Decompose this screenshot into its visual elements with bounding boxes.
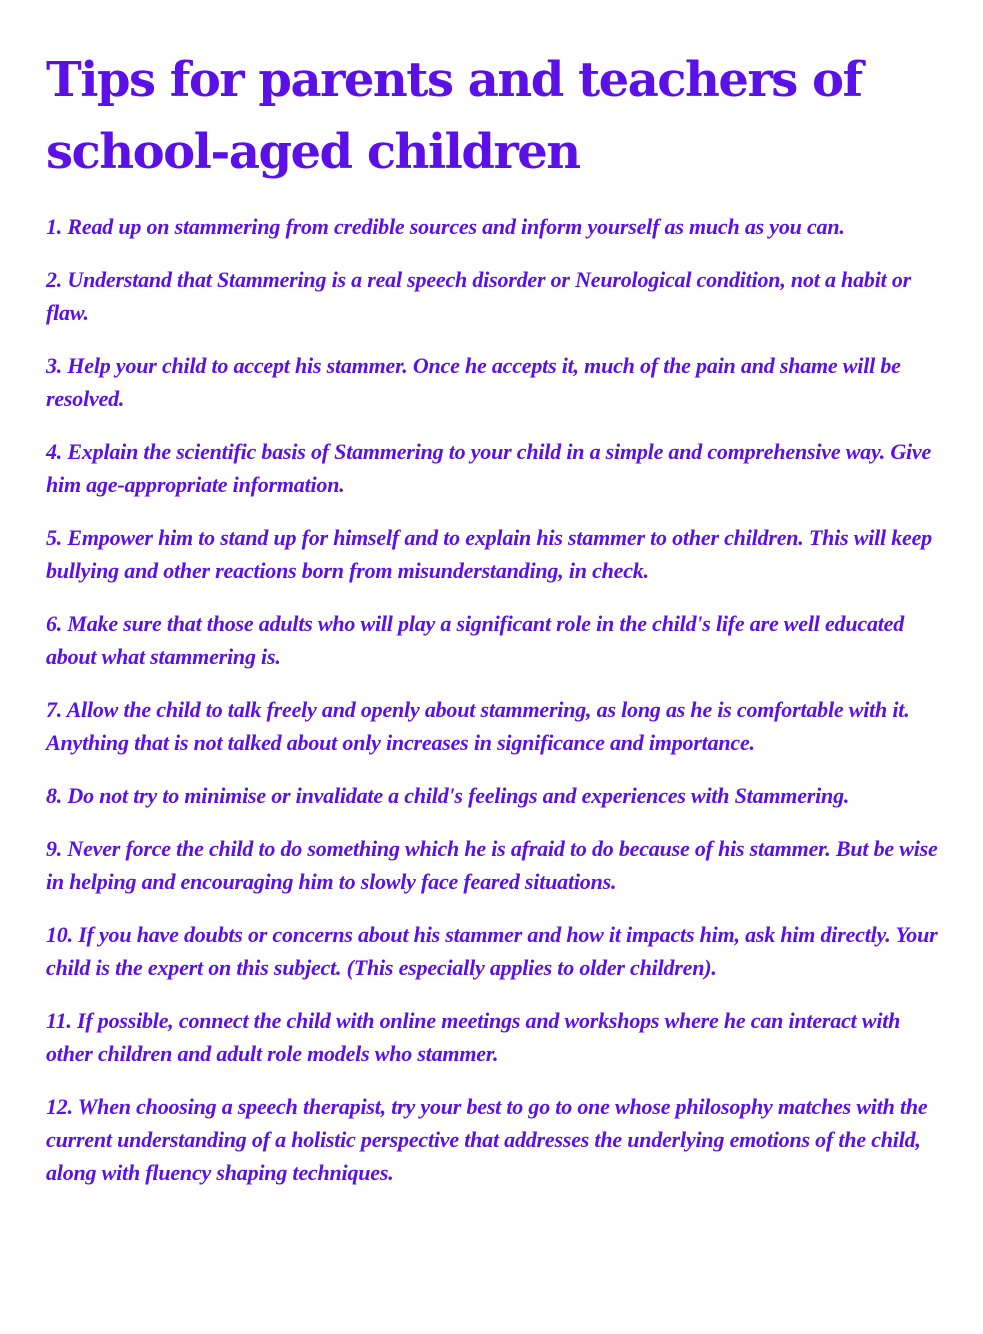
- tip-item: 1. Read up on stammering from credible sources and inform yourself as much as you can.: [46, 214, 845, 239]
- page-title: [46, 44, 943, 188]
- tip-item: 8. Do not try to minimise or invalidate a child's feelings and experiences with Stammering.: [46, 783, 850, 808]
- tip-item: 5. Empower him to stand up for himself and to explain his stammer to other children. This will keep bullying and other reactions born from misunderstanding, in check.: [46, 525, 932, 583]
- tip-item: 7. Allow the child to talk freely and openly about stammering, as long as he is comfortable with it. Anything that is not talked about only increases in significance and importance.: [46, 697, 910, 755]
- page-title-line-2: school-aged children: [46, 124, 580, 180]
- page-title-line-1: Tips for parents and teachers of: [46, 52, 862, 108]
- tip-item: 10. If you have doubts or concerns about his stammer and how it impacts him, ask him directly. Your child is the expert on this subject. (This especially applies to older children).: [46, 922, 938, 980]
- tip-item: 3. Help your child to accept his stammer. Once he accepts it, much of the pain and shame will be resolved.: [46, 353, 901, 411]
- tip-item: 11. If possible, connect the child with online meetings and workshops where he can interact with other children and adult role models who stammer.: [46, 1008, 901, 1066]
- tip-item: 9. Never force the child to do something which he is afraid to do because of his stammer. But be wise in helping and encouraging him to slowly face feared situations.: [46, 836, 938, 894]
- tip-item: 12. When choosing a speech therapist, try your best to go to one whose philosophy matches with the current understanding of a holistic perspective that addresses the underlying emotions of the child, along with fluency shaping techniques.: [46, 1094, 928, 1185]
- tip-item: 4. Explain the scientific basis of Stammering to your child in a simple and comprehensive way. Give him age-appropriate information.: [46, 439, 932, 497]
- tip-item: 6. Make sure that those adults who will play a significant role in the child's life are well educated about what stammering is.: [46, 611, 905, 669]
- tips-list: [46, 210, 943, 1189]
- tip-item: 2. Understand that Stammering is a real speech disorder or Neurological condition, not a habit or flaw.: [46, 267, 911, 325]
